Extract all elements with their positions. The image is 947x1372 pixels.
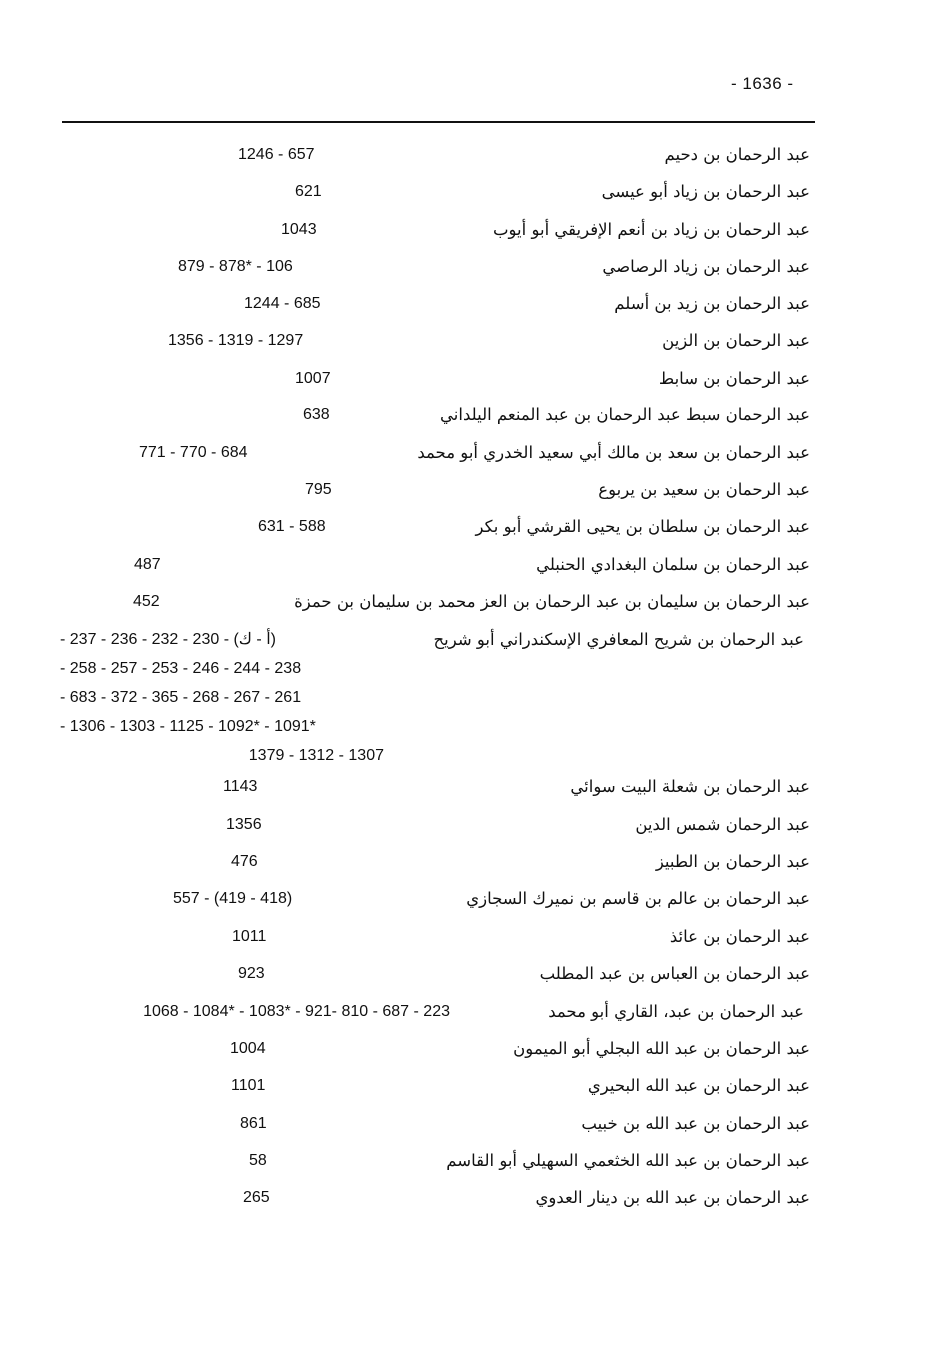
index-entry [0, 884, 947, 914]
entry-name: عبد الرحمان بن دحيم [664, 145, 810, 164]
index-entry [0, 587, 947, 617]
header-rule [62, 121, 815, 123]
entry-refs: 861 [240, 1115, 267, 1132]
entry-refs-line: 261 - 267 - 268 - 365 - 372 - 683 - [60, 689, 302, 706]
index-entries [0, 137, 947, 1237]
entry-name: عبد الرحمان بن سليمان بن عبد الرحمان بن العز محمد بن سليمان بن حمزة [294, 592, 810, 611]
entry-refs: 631 - 588 [258, 518, 326, 535]
entry-refs: 476 [231, 853, 258, 870]
entry-name: عبد الرحمان سبط عبد الرحمان بن عبد المنعم اليلداني [440, 405, 810, 424]
entry-refs: 795 [305, 481, 332, 498]
entry-refs: 1244 - 685 [244, 295, 321, 312]
entry-refs-line: *1091 - *1092 - 1125 - 1303 - 1306 - [60, 718, 316, 735]
entry-refs: 923 [238, 965, 265, 982]
index-entry [0, 1109, 947, 1139]
entry-refs: 1101 [231, 1077, 266, 1094]
index-entry [0, 289, 947, 319]
entry-refs: 1246 - 657 [238, 146, 315, 163]
entry-refs: 265 [243, 1189, 270, 1206]
index-entry [0, 252, 947, 282]
entry-refs: 1011 [232, 928, 267, 945]
entry-name: عبد الرحمان بن عبد الله بن خبيب [581, 1114, 810, 1133]
entry-name: عبد الرحمان بن زياد بن أنعم الإفريقي أبو أيوب [492, 220, 810, 239]
index-entry [0, 215, 947, 245]
entry-name: عبد الرحمان بن سابط [658, 369, 810, 388]
entry-refs: 1043 [281, 221, 317, 238]
entry-refs: 771 - 770 - 684 [139, 444, 248, 461]
entry-refs: 1356 [226, 816, 262, 833]
index-entry [0, 512, 947, 542]
entry-name: عبد الرحمان بن عبد، القاري أبو محمد [548, 1002, 804, 1021]
entry-name: عبد الرحمان بن العباس بن عبد المطلب [539, 964, 810, 983]
entry-name: عبد الرحمان بن عبد الله بن دينار العدوي [535, 1188, 810, 1207]
index-entry [0, 364, 947, 394]
entry-name: عبد الرحمان بن زياد أبو عيسى [601, 182, 810, 201]
entry-refs: 452 [133, 593, 160, 610]
entry-refs: 106 - *878 - 879 [178, 258, 293, 275]
index-entry [0, 772, 947, 802]
index-entry [0, 550, 947, 580]
entry-refs: 1007 [295, 370, 331, 387]
index-entry [0, 1071, 947, 1101]
entry-name: عبد الرحمان بن الطبيز [655, 852, 810, 871]
index-entry [0, 438, 947, 468]
entry-name: عبد الرحمان بن سعد بن مالك أبي سعيد الخدري أبو محمد [417, 443, 810, 462]
index-entry [0, 810, 947, 840]
entry-name: عبد الرحمان شمس الدين [635, 815, 810, 834]
index-entry [0, 1034, 947, 1064]
index-entry [0, 326, 947, 356]
entry-refs: 1356 - 1319 - 1297 [168, 332, 304, 349]
index-entry [0, 1146, 947, 1176]
index-entry [0, 177, 947, 207]
entry-refs-line: 1307 - 1312 - 1379 [248, 747, 384, 764]
entry-name: عبد الرحمان بن شعلة البيت سوائي [570, 777, 810, 796]
entry-name: عبد الرحمان بن سلمان البغدادي الحنبلي [536, 555, 810, 574]
entry-refs-block [60, 625, 390, 770]
entry-name: عبد الرحمان بن سلطان بن يحيى القرشي أبو بكر [475, 517, 810, 536]
entry-refs: (418 - 419) - 557 [173, 890, 293, 907]
entry-name: عبد الرحمان بن عالم بن قاسم بن نميرك السجازي [466, 889, 810, 908]
entry-refs: 58 [249, 1152, 267, 1169]
page-number: - 1636 - [731, 74, 794, 93]
entry-refs: 638 [303, 406, 330, 423]
index-entry [0, 400, 947, 430]
entry-name: عبد الرحمان بن عبد الله الخثعمي السهيلي أبو القاسم [446, 1151, 810, 1170]
index-entry [0, 959, 947, 989]
entry-name: عبد الرحمان بن شريح المعافري الإسكندراني أبو شريح [433, 630, 804, 649]
entry-refs: 1004 [230, 1040, 266, 1057]
entry-name: عبد الرحمان بن سعيد بن يربوع [598, 480, 810, 499]
index-entry [0, 475, 947, 505]
index-entry [0, 847, 947, 877]
entry-name: عبد الرحمان بن الزين [662, 331, 810, 350]
entry-name: عبد الرحمان بن زيد بن أسلم [614, 294, 810, 313]
entry-name: عبد الرحمان بن عبد الله البحيري [587, 1076, 810, 1095]
entry-refs: 621 [295, 183, 322, 200]
entry-name: عبد الرحمان بن زياد الرصاصي [602, 257, 810, 276]
entry-refs: 1143 [223, 778, 258, 795]
entry-name: عبد الرحمان بن عبد الله البجلي أبو الميمون [513, 1039, 810, 1058]
entry-refs-line: 238 - 244 - 246 - 253 - 257 - 258 - [60, 660, 302, 677]
index-entry [0, 922, 947, 952]
entry-name: عبد الرحمان بن عائذ [669, 927, 810, 946]
index-entry [0, 997, 947, 1027]
index-entry [0, 1183, 947, 1213]
entry-refs: 223 - 687 - 810 -921 - *1083 - *1084 - 1068 [143, 1003, 450, 1020]
index-entry [0, 140, 947, 170]
index-entry [0, 625, 947, 775]
entry-refs: 487 [134, 556, 161, 573]
entry-refs-line: (أ - ك) - 230 - 232 - 236 - 237 - [60, 631, 276, 648]
